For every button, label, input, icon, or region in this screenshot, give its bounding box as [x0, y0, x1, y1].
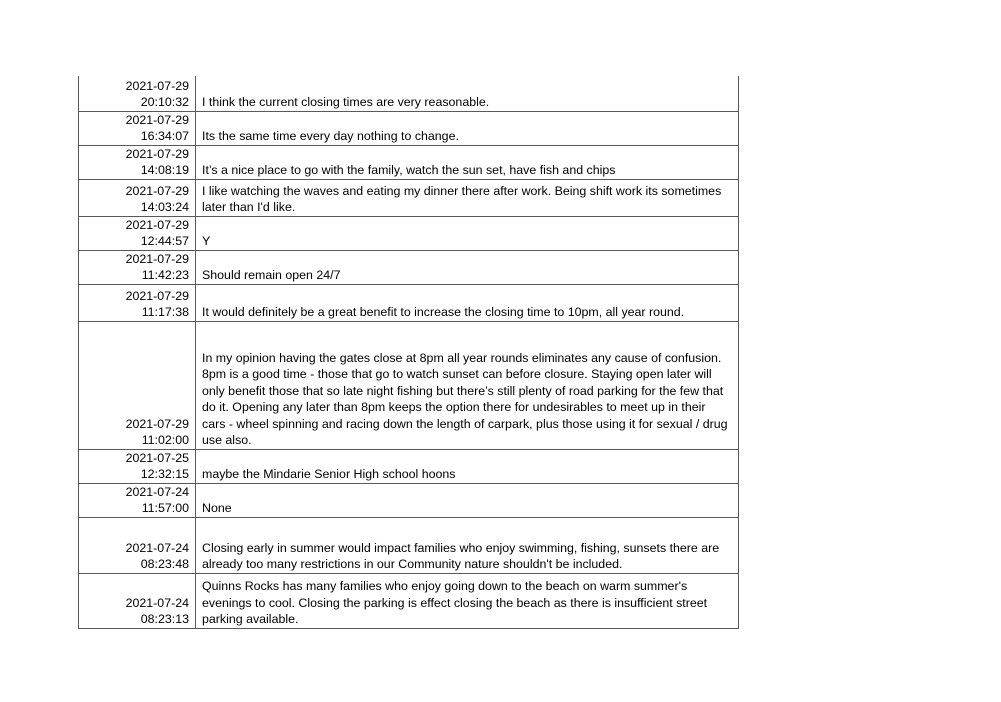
date-text: 2021-07-29: [125, 78, 189, 93]
date-text: 2021-07-29: [125, 217, 189, 232]
comment-cell: I think the current closing times are very reasonable.: [196, 76, 739, 111]
timestamp-cell: [79, 517, 196, 573]
time-text: 11:02:00: [141, 433, 189, 447]
table-row: [79, 284, 739, 321]
table-row: [79, 179, 739, 216]
time-text: 12:32:15: [140, 467, 189, 481]
comment-cell: Its the same time every day nothing to change.: [196, 111, 739, 145]
date-text: 2021-07-25: [125, 450, 189, 465]
table-row: [79, 321, 739, 449]
comment-cell: maybe the Mindarie Senior High school hoons: [196, 449, 739, 483]
timestamp-cell: [79, 573, 196, 628]
comment-cell: It would definitely be a great benefit to increase the closing time to 10pm, all year round.: [196, 284, 739, 321]
time-text: 20:10:32: [140, 95, 189, 109]
comment-cell: I like watching the waves and eating my dinner there after work. Being shift work its sometimes later than I'd like.: [196, 179, 739, 216]
timestamp-cell: [79, 483, 196, 517]
table-row: [79, 250, 739, 284]
timestamp-cell: [79, 449, 196, 483]
time-text: 14:03:24: [140, 200, 189, 214]
comment-cell: Quinns Rocks has many families who enjoy going down to the beach on warm summer's evenings to cool. Closing the parking is effect closing the beach as there is insufficient street parking available.: [196, 573, 739, 628]
table-row: [79, 76, 739, 111]
timestamp-cell: [79, 145, 196, 179]
date-text: 2021-07-29: [125, 251, 189, 266]
comment-cell: None: [196, 483, 739, 517]
timestamp-cell: [79, 76, 196, 111]
comment-cell: Closing early in summer would impact families who enjoy swimming, fishing, sunsets there are already too many restrictions in our Community nature shouldn't be included.: [196, 517, 739, 573]
date-text: 2021-07-29: [125, 112, 189, 127]
comment-cell: It’s a nice place to go with the family, watch the sun set, have fish and chips: [196, 145, 739, 179]
timestamp-cell: [79, 250, 196, 284]
table-row: [79, 145, 739, 179]
date-text: 2021-07-29: [125, 146, 189, 161]
table-row: [79, 573, 739, 628]
date-text: 2021-07-29: [125, 416, 189, 431]
timestamp-cell: [79, 179, 196, 216]
timestamp-cell: [79, 284, 196, 321]
date-text: 2021-07-24: [125, 540, 189, 555]
table-row: [79, 449, 739, 483]
time-text: 11:57:00: [141, 501, 189, 515]
comment-cell: Should remain open 24/7: [196, 250, 739, 284]
timestamp-cell: [79, 321, 196, 449]
comment-cell: In my opinion having the gates close at 8pm all year rounds eliminates any cause of confusion. 8pm is a good time - those that go to watch sunset can before closure. Staying open later will only benefit those that so late night fishing but there’s still plenty of road parking for the few that do it. Opening any later than 8pm keeps the option there for undesirables to meet up in their cars - wheel spinning and racing down the length of carpark, plus those using it for sexual / drug use also.: [196, 321, 739, 449]
comments-table: [78, 76, 739, 629]
time-text: 14:08:19: [140, 163, 189, 177]
comments-table-body: [79, 76, 739, 628]
date-text: 2021-07-24: [125, 484, 189, 499]
table-row: [79, 216, 739, 250]
timestamp-cell: [79, 216, 196, 250]
time-text: 11:17:38: [141, 305, 189, 319]
time-text: 08:23:13: [140, 612, 189, 626]
table-row: [79, 111, 739, 145]
table-row: [79, 517, 739, 573]
date-text: 2021-07-29: [125, 288, 189, 303]
comment-cell: Y: [196, 216, 739, 250]
time-text: 11:42:23: [141, 268, 189, 282]
time-text: 16:34:07: [140, 129, 189, 143]
date-text: 2021-07-24: [125, 595, 189, 610]
table-row: [79, 483, 739, 517]
date-text: 2021-07-29: [125, 183, 189, 198]
timestamp-cell: [79, 111, 196, 145]
time-text: 12:44:57: [140, 234, 189, 248]
time-text: 08:23:48: [140, 557, 189, 571]
